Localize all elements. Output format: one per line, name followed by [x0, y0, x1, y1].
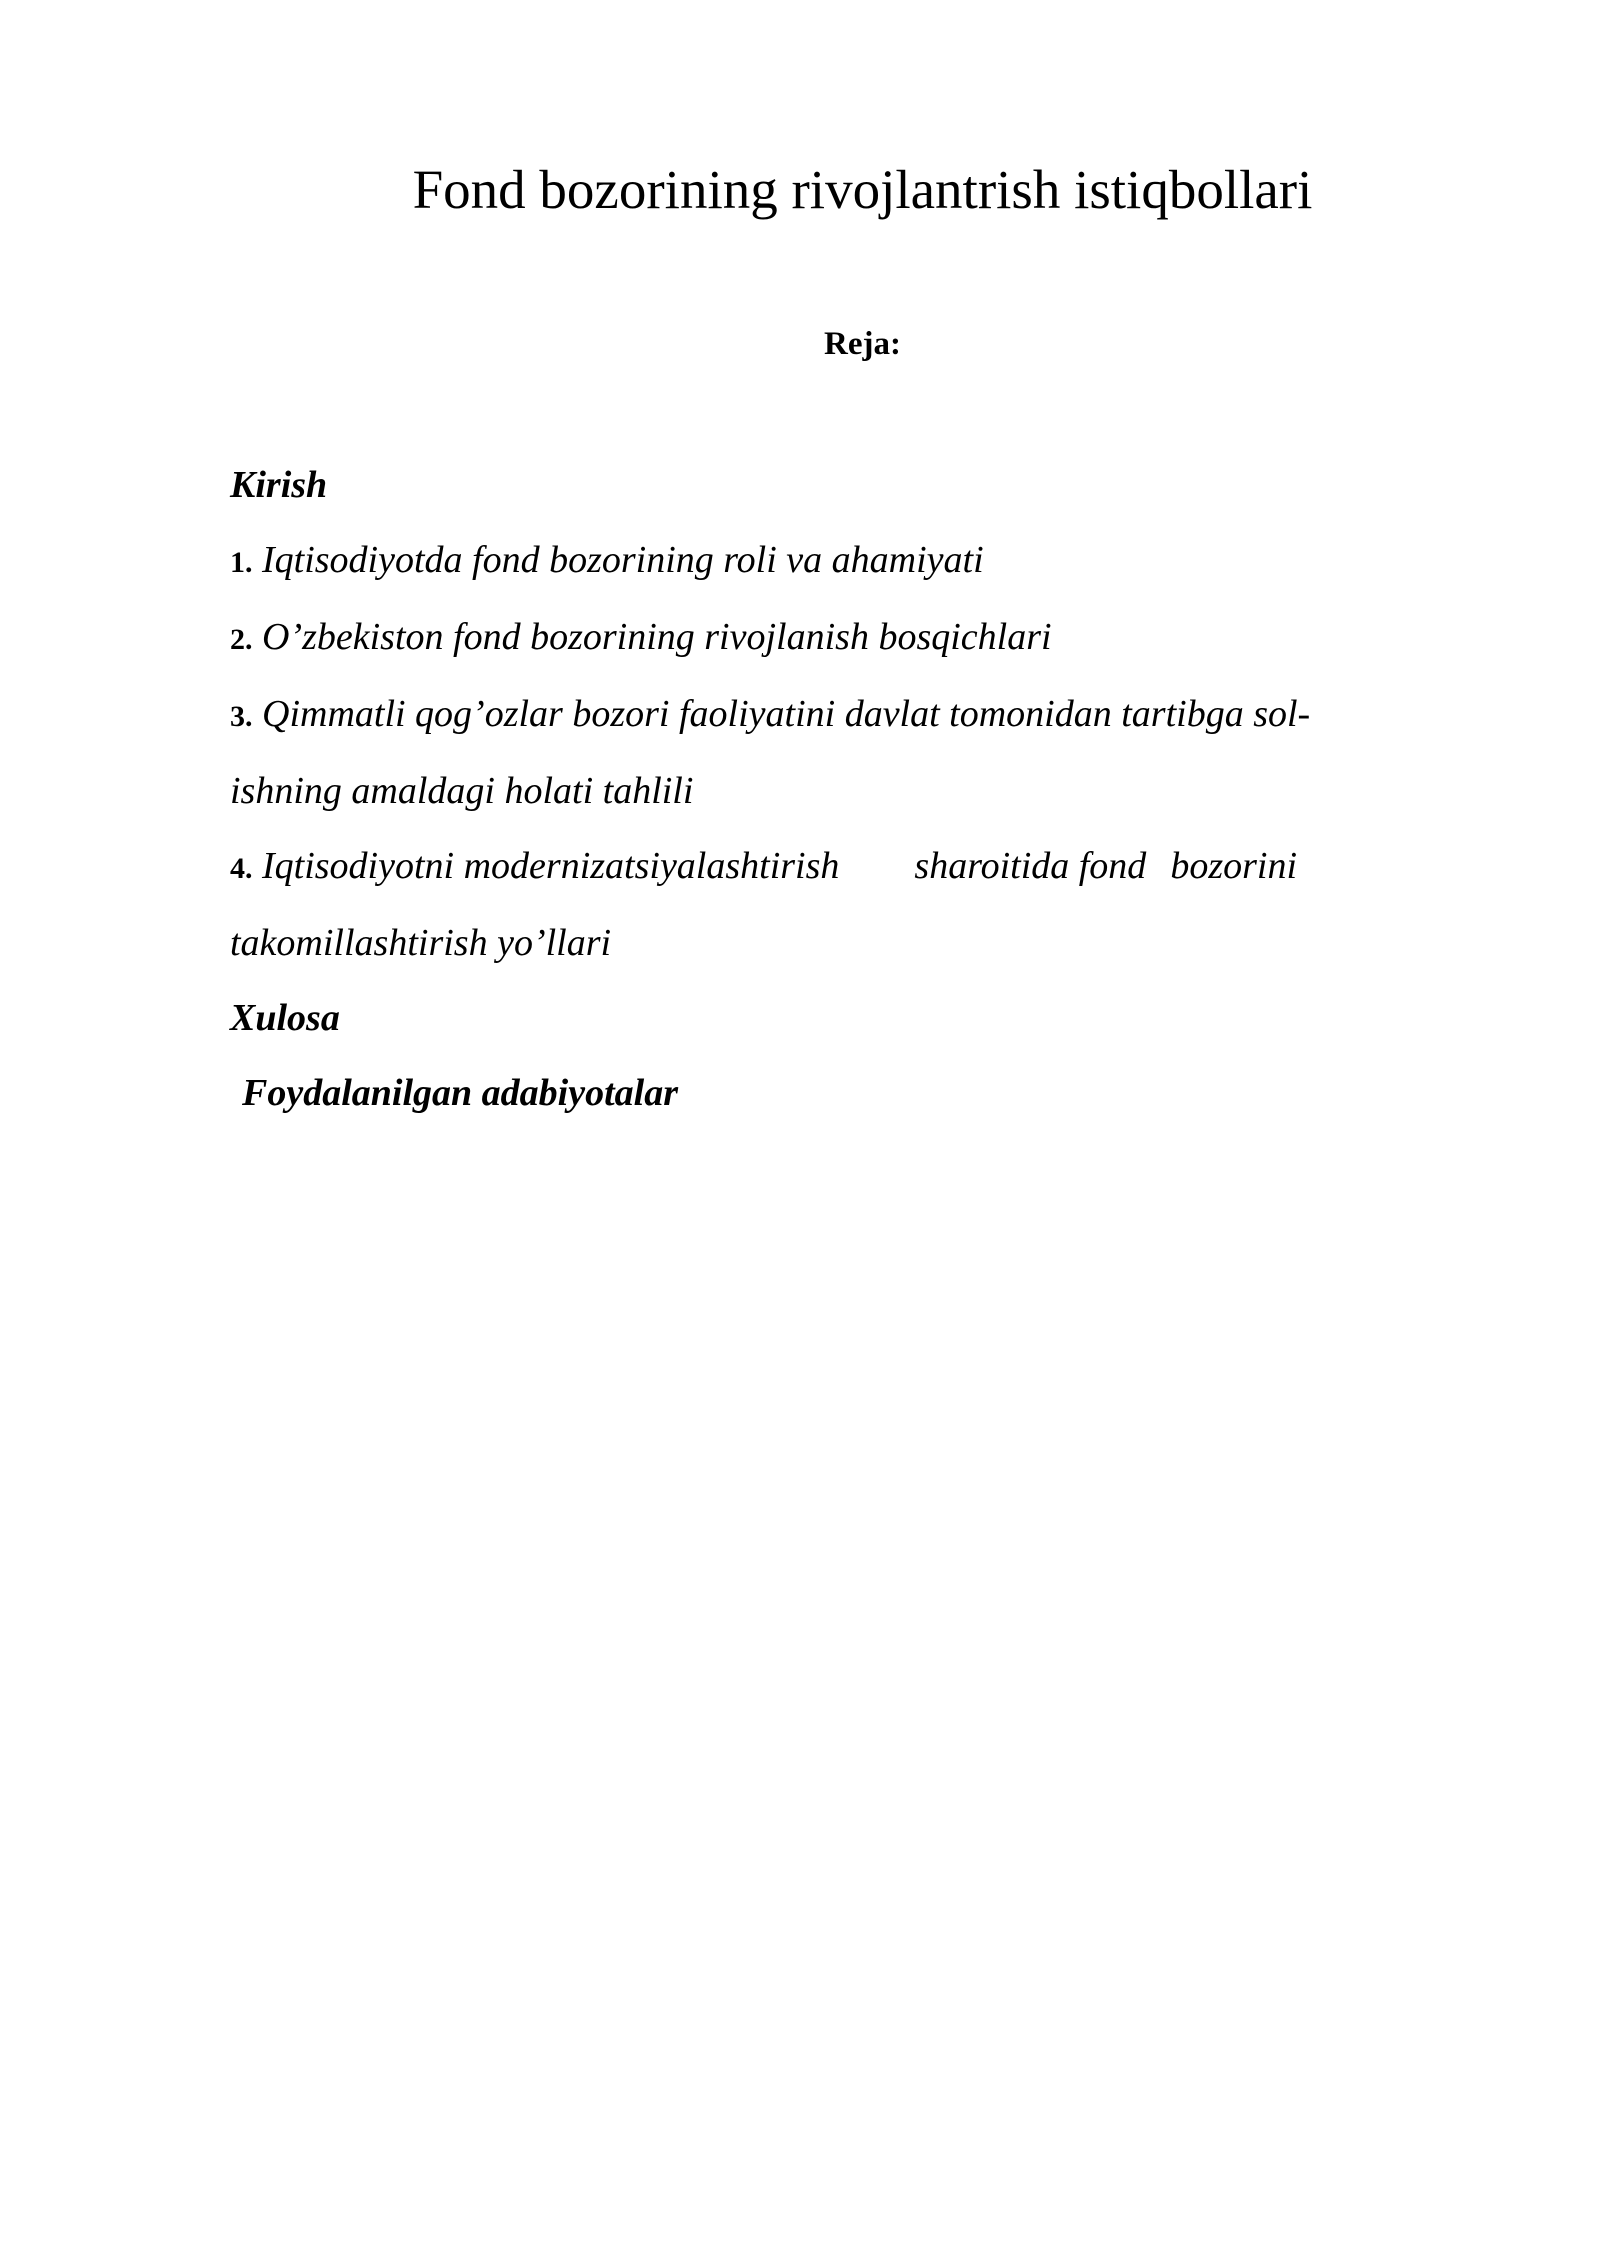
plan-item-number: 4. — [230, 852, 253, 885]
plan-item-text-line1: Qimmatli qog’ozlar bozori faoliyatini davlat tomonidan tartibga sol- — [262, 693, 1311, 735]
plan-item-4 — [230, 829, 1490, 906]
document-title: Fond bozorining rivojlantrish istiqbollari — [412, 159, 1313, 220]
plan-item-text: O’zbekiston fond bozorining rivojlanish bosqichlari — [262, 616, 1052, 658]
plan-heading: Reja: — [824, 326, 901, 362]
plan-item-4-continuation: takomillashtirish yo’llari — [230, 922, 612, 964]
plan-item-3 — [230, 677, 1490, 754]
plan-item-number: 3. — [230, 700, 253, 733]
plan-item-number: 2. — [230, 623, 253, 656]
plan-item-1 — [230, 523, 1490, 600]
plan-item-text-part2: sharoitida fond — [914, 845, 1147, 887]
plan-item-3-continuation: ishning amaldagi holati tahlili — [230, 770, 694, 812]
plan-item-text-part1: Iqtisodiyotni modernizatsiyalashtirish — [262, 845, 840, 887]
plan-item-text-part3: bozorini — [1170, 845, 1298, 887]
references-item: Foydalanilgan adabiyotalar — [242, 1072, 678, 1114]
intro-item: Kirish — [230, 464, 328, 506]
plan-item-number: 1. — [230, 546, 253, 579]
plan-list — [230, 448, 1490, 1131]
plan-item-2 — [230, 600, 1490, 677]
conclusion-item: Xulosa — [230, 997, 340, 1039]
plan-item-text: Iqtisodiyotda fond bozorining roli va ahamiyati — [262, 539, 984, 581]
